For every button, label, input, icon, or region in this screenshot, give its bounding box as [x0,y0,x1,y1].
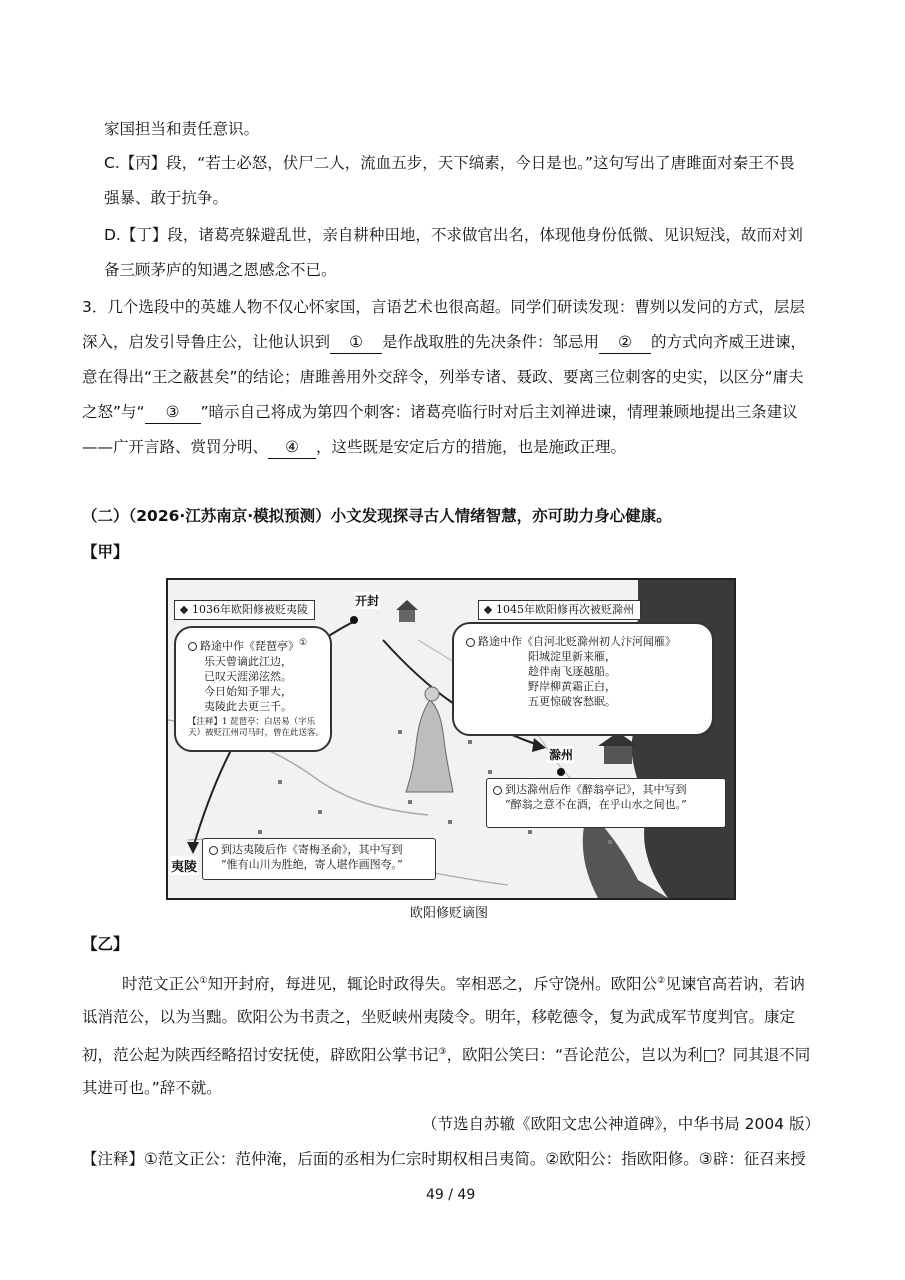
question-3-line4: 之怒”与“ ③ ”暗示自己将成为第四个刺客：诸葛亮临行时对后主刘禅进谏，情理兼顾地提出三条建议 [82,401,798,424]
option-d-line1: D.【丁】段，诸葛亮躲避乱世，亲自耕种田地，不求做官出名，体现他身份低微、见识短浅，故而对刘 [104,226,803,244]
circle-bullet-icon [209,846,218,855]
header-1045: 1045年欧阳修再次被贬滁州 [478,600,641,620]
diamond-icon [484,606,492,614]
passage-line4: 其进可也。”辞不就。 [82,1079,222,1097]
passage-line2: 诋消范公，以为当黜。欧阳公为书责之，坐贬峡州夷陵令。明年，移乾德令，复为武成军节度判官。康定 [82,1008,796,1026]
blank-1: ① [330,331,382,354]
annotation-notes: 【注释】①范文正公：范仲淹，后面的丞相为仁宗时期权相吕夷简。②欧阳公：指欧阳修。③辟：征召来授 [82,1150,806,1168]
question-3-line1: 3．几个选段中的英雄人物不仅心怀家国，言语艺术也很高超。同学们研读发现：曹刿以发问的方式，层层 [82,298,805,316]
label-yi: 【乙】 [82,935,129,953]
box-zuiwengting: 到达滁州后作《醉翁亭记》，其中写到 “醉翁之意不在酒，在乎山水之间也。” [486,778,726,828]
section-2-heading: （二）（2026·江苏南京·模拟预测）小文发现探寻古人情绪智慧，亦可助力身心健康。 [82,507,672,525]
ouyang-xiu-exile-map [166,578,736,900]
box-ji-meishengyu: 到达夷陵后作《寄梅圣俞》，其中写到 “惟有山川为胜绝，寄人堪作画图夸。” [202,838,436,880]
place-chuzhou: 滁州 [549,748,574,762]
question-3-line2: 深入，启发引导鲁庄公，让他认识到 ① 是作战取胜的先决条件：邹忌用 ② 的方式向齐威王进谏， [82,331,806,354]
circle-bullet-icon [493,786,502,795]
bubble-pipa-pavilion: 路途中作《琵琶亭》① 乐天曾谪此江边， 已叹天涯涕泫然。 今日始知予罪大， 夷陵此去更三千。 【注释】1 琵琶亭：白居易（字乐天）被贬江州司马时，曾在此送客。 [174,626,332,752]
label-jia: 【甲】 [82,543,129,561]
question-3-line5: ——广开言路、赏罚分明、 ④ ，这些既是安定后方的措施，也是施政正理。 [82,436,626,459]
passage-line3: 初，范公起为陕西经略招讨安抚使，辟欧阳公掌书记③，欧阳公笑曰：“吾论范公，岂以为利□？同其退不同 [82,1046,811,1065]
text-line: 家国担当和责任意识。 [104,120,260,138]
passage-line1: 时范文正公①知开封府，每进见，辄论时政得失。宰相恶之，斥守饶州。欧阳公②见谏官高若讷，若讷 [122,975,805,994]
source-citation: （节选自苏辙《欧阳文忠公神道碑》，中华书局 2004 版） [422,1115,821,1133]
page-number: 49 / 49 [426,1187,476,1203]
option-c-line2: 强暴、敢于抗争。 [104,189,229,207]
circle-bullet-icon [188,642,197,651]
option-d-line2: 备三顾茅庐的知遇之恩感念不已。 [104,261,337,279]
blank-2: ② [599,331,651,354]
circle-bullet-icon [466,638,475,647]
header-1036: 1036年欧阳修被贬夷陵 [174,600,315,620]
bubble-bianhe-geese: 路途中作《自河北贬滁州初人汴河闻雁》 阳城淀里新来雁， 趁伴南飞逐越船。 野岸柳黄霜正白， 五更惊破客愁眠。 [452,622,714,736]
blank-4: ④ [268,436,316,459]
blank-3: ③ [145,401,201,424]
place-yiling: 夷陵 [170,856,198,875]
diamond-icon [180,606,188,614]
place-kaifeng: 开封 [355,594,380,608]
option-c-line1: C.【丙】段，“若士必怒，伏尸二人，流血五步，天下缟素，今日是也。”这句写出了唐雎面对秦王不畏 [104,154,795,172]
figure-caption: 欧阳修贬谪图 [410,906,489,921]
question-3-line3: 意在得出“王之蔽甚矣”的结论；唐雎善用外交辞令，列举专诸、聂政、要离三位刺客的史实，以区分“庸夫 [82,368,804,386]
pipa-note: 【注释】1 琵琶亭：白居易（字乐天）被贬江州司马时，曾在此送客。 [188,716,325,738]
